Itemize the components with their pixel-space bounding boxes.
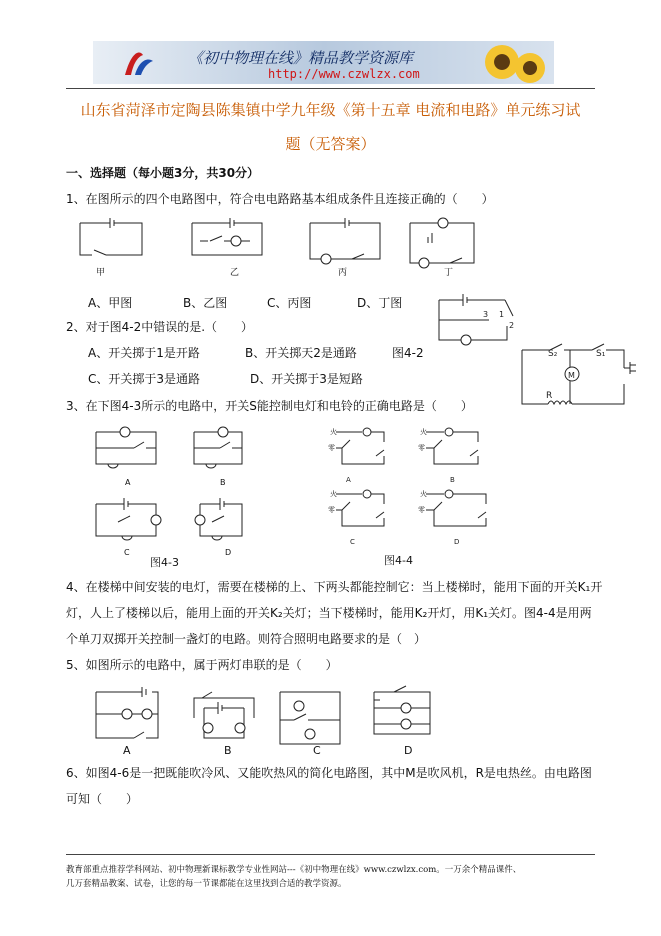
q1-stem: 1、在图所示的四个电路图中，符合电电路路基本组成条件且连接正确的（ ） — [66, 192, 494, 206]
q2-option-d[interactable]: D、开关掷于3是短路 — [250, 372, 363, 386]
q5-circuit-d — [374, 686, 430, 734]
fig43-label: C — [124, 548, 130, 557]
q5-figures — [94, 684, 434, 748]
q1-circuit-jia — [80, 218, 142, 255]
section-heading: 一、选择题（每小题3分，共30分） — [66, 166, 260, 180]
q3-stem: 3、在下图4-3所示的电路中，开关S能控制电灯和电铃的正确电路是（ ） — [66, 399, 473, 413]
site-logo — [121, 47, 155, 79]
svg-text:2: 2 — [509, 321, 515, 330]
q2-fig-label: 图4-2 — [392, 346, 424, 360]
svg-text:零: 零 — [418, 506, 425, 514]
doc-title-line1: 山东省菏泽市定陶县陈集镇中学九年级《第十五章 电流和电路》单元练习试 — [80, 101, 581, 119]
q2-stem: 2、对于图4-2中错误的是.（ ） — [66, 320, 254, 334]
fig44-caption: 图4-4 — [384, 554, 413, 567]
figure-4-4 — [326, 426, 502, 548]
q1-fig-label: 丁 — [444, 268, 454, 278]
q1-option-d[interactable]: D、丁图 — [357, 296, 403, 310]
footer-rule — [66, 854, 595, 855]
q5-circuit-c — [280, 692, 340, 744]
q2-option-b[interactable]: B、开关掷天2是通路 — [245, 346, 357, 360]
svg-text:火: 火 — [330, 490, 337, 498]
figure-4-6 — [520, 338, 650, 412]
fig46-label-m: M — [568, 371, 575, 380]
svg-text:B: B — [450, 476, 455, 484]
sunflower-icon — [485, 45, 519, 79]
q4-line3: 个单刀双掷开关控制一盏灯的电路。则符合照明电路要求的是（ ） — [66, 632, 427, 646]
q5-fig-label: D — [404, 744, 413, 757]
svg-text:零: 零 — [418, 444, 425, 452]
banner-title: 《初中物理在线》精品教学资源库 — [188, 49, 414, 67]
banner-url[interactable]: http://www.czwlzx.com — [268, 67, 420, 81]
fig43-circuit-d — [195, 498, 242, 540]
figure-4-2 — [437, 290, 517, 348]
q1-fig-label: 丙 — [338, 268, 348, 278]
q5-fig-label: C — [313, 744, 321, 757]
svg-text:零: 零 — [328, 506, 335, 514]
q1-fig-label: 乙 — [230, 268, 240, 278]
fig44-circuit-c — [328, 489, 384, 546]
q5-circuit-b — [194, 692, 254, 738]
q5-stem: 5、如图所示的电路中，属于两灯串联的是（ ） — [66, 658, 338, 672]
q1-circuit-yi — [192, 218, 262, 255]
fig43-label: A — [125, 478, 131, 487]
q4-line1: 4、在楼梯中间安装的电灯，需要在楼梯的上、下两头都能控制它：当上楼梯时，能用下面的开关K₁开 — [66, 580, 603, 594]
q1-figures — [70, 213, 470, 277]
q5-fig-label: B — [224, 744, 232, 757]
fig46-label-s1: S₁ — [596, 349, 606, 359]
svg-text:零: 零 — [328, 444, 335, 452]
svg-text:火: 火 — [420, 428, 427, 436]
q1-option-b[interactable]: B、乙图 — [183, 296, 228, 310]
q1-circuit-bing — [310, 218, 380, 264]
footer-line2: 几万套精品教案、试卷，让您的每一节课都能在这里找到合适的教学资源。 — [66, 879, 347, 889]
logo-mark-icon — [121, 47, 155, 79]
q2-option-c[interactable]: C、开关掷于3是通路 — [88, 372, 201, 386]
q1-circuit-ding — [410, 218, 474, 268]
fig44-circuit-a — [328, 427, 384, 484]
svg-text:火: 火 — [420, 490, 427, 498]
svg-text:D: D — [454, 538, 460, 546]
fig43-circuit-c — [96, 498, 161, 540]
svg-text:C: C — [350, 538, 355, 546]
fig43-label: D — [225, 548, 232, 557]
q1-fig-label: 甲 — [96, 268, 106, 278]
footer-line1: 教育部重点推荐学科网站、初中物理新课标教学专业性网站---《初中物理在线》www.czwlzx.com。一万余个精品课件、 — [66, 865, 522, 875]
fig46-label-s2: S₂ — [548, 349, 558, 359]
fig43-caption: 图4-3 — [150, 556, 179, 569]
q5-fig-label: A — [123, 744, 131, 757]
fig43-label: B — [220, 478, 226, 487]
q5-circuit-a — [96, 687, 158, 738]
svg-text:火: 火 — [330, 428, 337, 436]
fig46-label-r: R — [546, 391, 553, 401]
doc-title-line2: 题（无答案） — [285, 135, 376, 153]
fig43-circuit-a — [96, 427, 156, 468]
sunflower-icon — [515, 53, 545, 83]
fig43-circuit-b — [194, 427, 242, 468]
q1-option-c[interactable]: C、丙图 — [267, 296, 312, 310]
header-banner — [93, 41, 554, 84]
svg-text:3: 3 — [483, 310, 489, 319]
figure-4-3 — [90, 422, 250, 552]
q6-line2: 可知（ ） — [66, 792, 139, 806]
q1-option-a[interactable]: A、甲图 — [88, 296, 133, 310]
q6-line1: 6、如图4-6是一把既能吹冷风、又能吹热风的简化电路图，其中M是吹风机，R是电热丝。由电路图 — [66, 766, 592, 780]
header-rule — [66, 88, 595, 89]
svg-text:1: 1 — [499, 310, 505, 319]
q4-line2: 灯，人上了楼梯以后，能用上面的开关K₂关灯；当下楼梯时，能用K₂开灯，用K₁关灯。图4-4是用两 — [66, 606, 592, 620]
fig44-circuit-b — [418, 427, 478, 484]
fig44-circuit-d — [418, 489, 486, 546]
q2-option-a[interactable]: A、开关掷于1是开路 — [88, 346, 200, 360]
svg-text:A: A — [346, 476, 351, 484]
